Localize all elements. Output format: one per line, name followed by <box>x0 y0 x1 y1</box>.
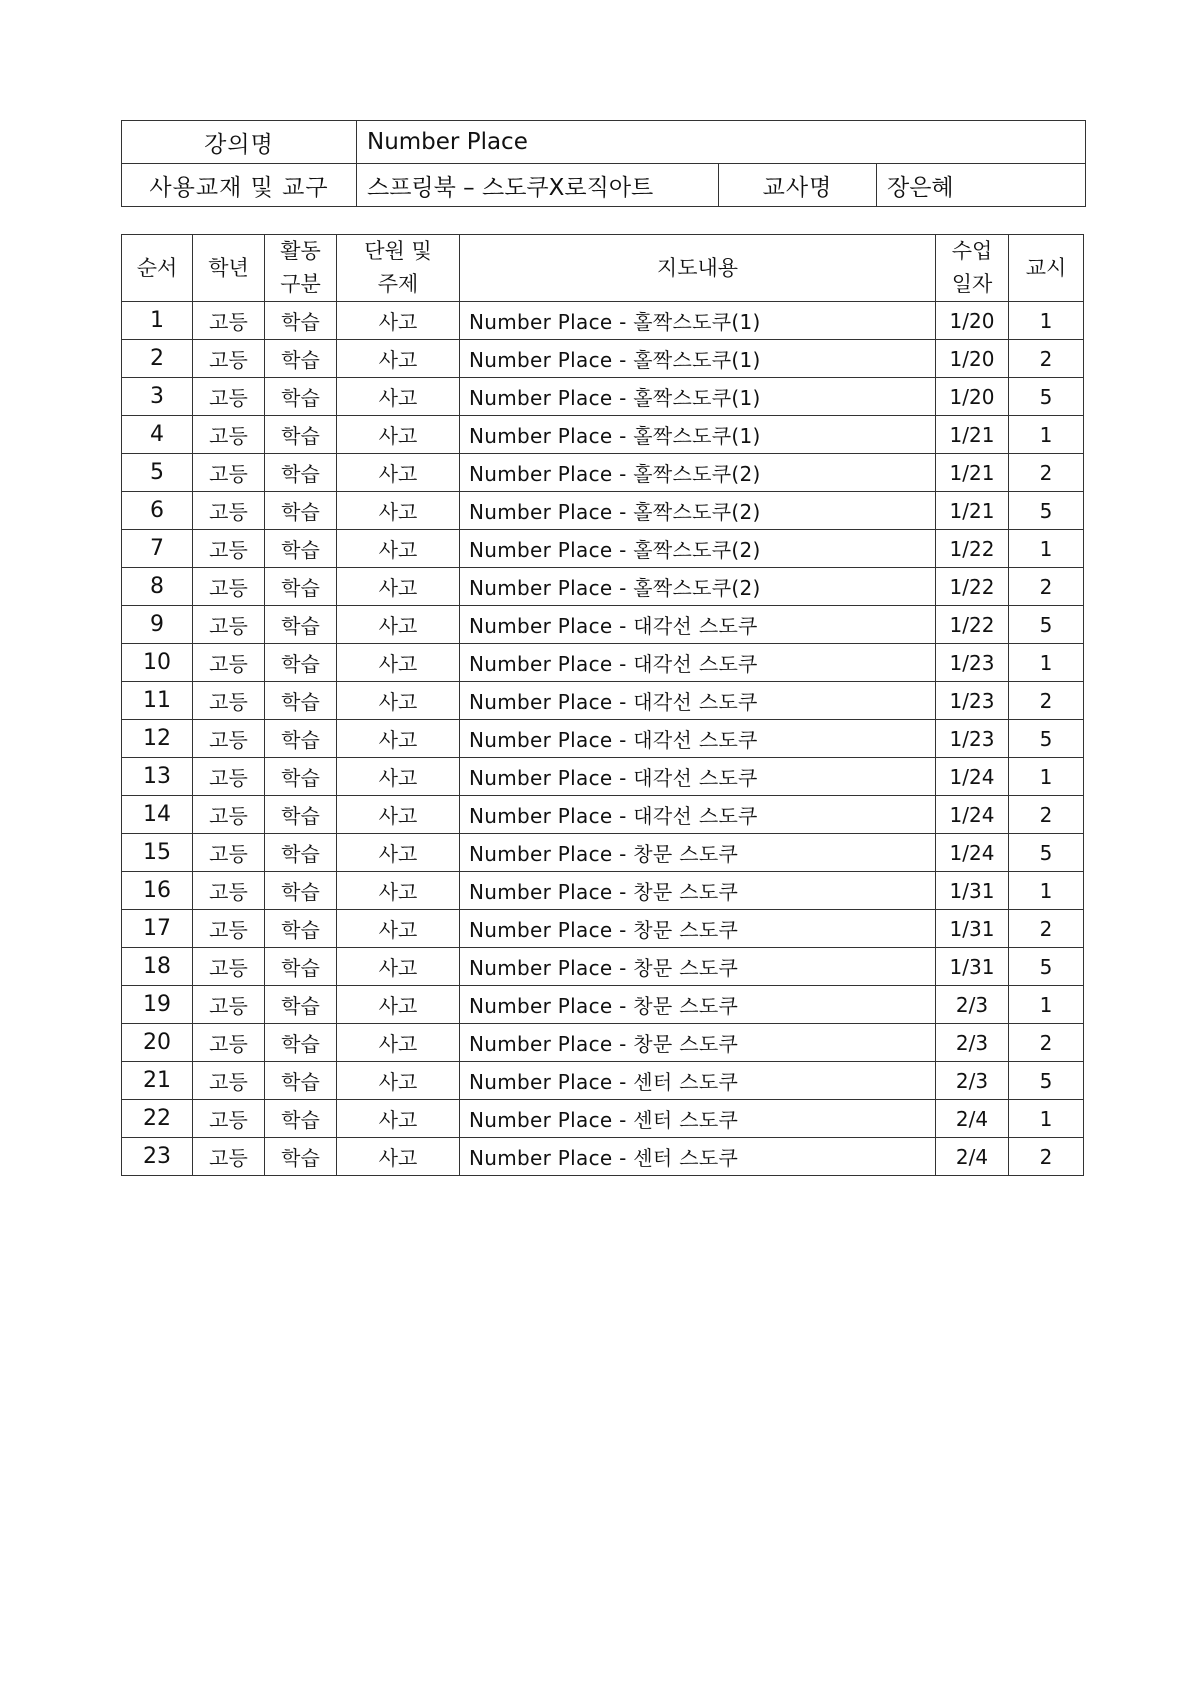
row-period: 5 <box>1009 1062 1084 1100</box>
header-unit-line2: 주제 <box>377 272 419 296</box>
header-activity-line1: 활동 <box>280 239 321 263</box>
row-unit: 사고 <box>337 834 460 872</box>
row-unit: 사고 <box>337 416 460 454</box>
row-order: 12 <box>122 720 193 758</box>
row-unit: 사고 <box>337 796 460 834</box>
row-grade: 고등 <box>193 1138 265 1176</box>
table-row <box>122 644 1084 682</box>
row-order: 2 <box>122 340 193 378</box>
row-grade: 고등 <box>193 302 265 340</box>
row-period: 1 <box>1009 872 1084 910</box>
row-content: Number Place - 홀짝스도쿠(2) <box>460 530 936 568</box>
table-row <box>122 454 1084 492</box>
row-content: Number Place - 홀짝스도쿠(2) <box>460 568 936 606</box>
row-period: 2 <box>1009 454 1084 492</box>
table-row <box>122 1138 1084 1176</box>
table-row <box>122 530 1084 568</box>
row-period: 1 <box>1009 644 1084 682</box>
row-unit: 사고 <box>337 530 460 568</box>
row-grade: 고등 <box>193 606 265 644</box>
row-grade: 고등 <box>193 492 265 530</box>
row-period: 5 <box>1009 378 1084 416</box>
row-unit: 사고 <box>337 682 460 720</box>
row-order: 4 <box>122 416 193 454</box>
row-activity: 학습 <box>265 302 337 340</box>
row-order: 19 <box>122 986 193 1024</box>
row-order: 15 <box>122 834 193 872</box>
row-content: Number Place - 센터 스도쿠 <box>460 1138 936 1176</box>
table-row <box>122 948 1084 986</box>
row-content: Number Place - 창문 스도쿠 <box>460 834 936 872</box>
row-unit: 사고 <box>337 986 460 1024</box>
row-unit: 사고 <box>337 758 460 796</box>
row-date: 2/4 <box>936 1100 1009 1138</box>
row-date: 2/3 <box>936 986 1009 1024</box>
row-unit: 사고 <box>337 568 460 606</box>
header-date <box>936 235 1009 302</box>
material-row <box>122 164 1086 207</box>
row-content: Number Place - 창문 스도쿠 <box>460 872 936 910</box>
row-activity: 학습 <box>265 606 337 644</box>
row-content: Number Place - 홀짝스도쿠(2) <box>460 454 936 492</box>
row-content: Number Place - 대각선 스도쿠 <box>460 606 936 644</box>
row-grade: 고등 <box>193 530 265 568</box>
row-date: 1/22 <box>936 530 1009 568</box>
row-content: Number Place - 대각선 스도쿠 <box>460 796 936 834</box>
teacher-value: 장은혜 <box>877 164 1086 207</box>
row-date: 1/20 <box>936 378 1009 416</box>
row-activity: 학습 <box>265 340 337 378</box>
table-row <box>122 568 1084 606</box>
header-order: 순서 <box>122 235 193 302</box>
row-unit: 사고 <box>337 1100 460 1138</box>
lecture-info-table <box>121 120 1086 207</box>
row-unit: 사고 <box>337 872 460 910</box>
row-date: 1/20 <box>936 302 1009 340</box>
header-date-line1: 수업 <box>951 239 993 263</box>
teacher-label: 교사명 <box>719 164 877 207</box>
row-grade: 고등 <box>193 986 265 1024</box>
row-content: Number Place - 창문 스도쿠 <box>460 910 936 948</box>
row-date: 1/23 <box>936 644 1009 682</box>
table-row <box>122 986 1084 1024</box>
row-unit: 사고 <box>337 1062 460 1100</box>
table-row <box>122 910 1084 948</box>
table-row <box>122 1062 1084 1100</box>
row-content: Number Place - 대각선 스도쿠 <box>460 644 936 682</box>
row-activity: 학습 <box>265 1138 337 1176</box>
row-unit: 사고 <box>337 454 460 492</box>
row-period: 1 <box>1009 302 1084 340</box>
row-activity: 학습 <box>265 378 337 416</box>
table-row <box>122 834 1084 872</box>
row-unit: 사고 <box>337 606 460 644</box>
row-order: 3 <box>122 378 193 416</box>
row-content: Number Place - 홀짝스도쿠(1) <box>460 378 936 416</box>
row-content: Number Place - 창문 스도쿠 <box>460 1024 936 1062</box>
row-period: 1 <box>1009 416 1084 454</box>
row-period: 2 <box>1009 796 1084 834</box>
header-grade: 학년 <box>193 235 265 302</box>
row-period: 1 <box>1009 758 1084 796</box>
row-period: 5 <box>1009 720 1084 758</box>
row-activity: 학습 <box>265 492 337 530</box>
material-value: 스프링북 – 스도쿠X로직아트 <box>357 164 719 207</box>
header-unit-line1: 단원 및 <box>364 239 432 263</box>
table-row <box>122 1100 1084 1138</box>
row-date: 1/24 <box>936 834 1009 872</box>
row-grade: 고등 <box>193 682 265 720</box>
row-date: 1/21 <box>936 492 1009 530</box>
row-activity: 학습 <box>265 720 337 758</box>
row-content: Number Place - 홀짝스도쿠(1) <box>460 340 936 378</box>
row-grade: 고등 <box>193 378 265 416</box>
row-content: Number Place - 센터 스도쿠 <box>460 1100 936 1138</box>
table-row <box>122 720 1084 758</box>
row-unit: 사고 <box>337 644 460 682</box>
row-period: 2 <box>1009 910 1084 948</box>
row-activity: 학습 <box>265 834 337 872</box>
lecture-label: 강의명 <box>122 121 357 164</box>
row-period: 5 <box>1009 834 1084 872</box>
row-period: 2 <box>1009 682 1084 720</box>
row-grade: 고등 <box>193 568 265 606</box>
row-content: Number Place - 창문 스도쿠 <box>460 948 936 986</box>
row-activity: 학습 <box>265 682 337 720</box>
row-date: 1/31 <box>936 948 1009 986</box>
row-activity: 학습 <box>265 1100 337 1138</box>
row-content: Number Place - 대각선 스도쿠 <box>460 720 936 758</box>
row-order: 8 <box>122 568 193 606</box>
row-unit: 사고 <box>337 1138 460 1176</box>
row-date: 1/23 <box>936 720 1009 758</box>
row-grade: 고등 <box>193 340 265 378</box>
row-date: 1/24 <box>936 758 1009 796</box>
row-content: Number Place - 대각선 스도쿠 <box>460 758 936 796</box>
row-order: 20 <box>122 1024 193 1062</box>
row-period: 5 <box>1009 492 1084 530</box>
row-activity: 학습 <box>265 1062 337 1100</box>
row-order: 5 <box>122 454 193 492</box>
row-grade: 고등 <box>193 796 265 834</box>
lecture-row <box>122 121 1086 164</box>
table-row <box>122 872 1084 910</box>
row-order: 7 <box>122 530 193 568</box>
table-row <box>122 492 1084 530</box>
row-period: 5 <box>1009 606 1084 644</box>
row-date: 2/3 <box>936 1024 1009 1062</box>
row-order: 6 <box>122 492 193 530</box>
table-row <box>122 796 1084 834</box>
row-order: 10 <box>122 644 193 682</box>
row-date: 1/20 <box>936 340 1009 378</box>
row-period: 2 <box>1009 568 1084 606</box>
row-unit: 사고 <box>337 302 460 340</box>
row-activity: 학습 <box>265 796 337 834</box>
row-activity: 학습 <box>265 530 337 568</box>
row-activity: 학습 <box>265 1024 337 1062</box>
table-row <box>122 302 1084 340</box>
row-grade: 고등 <box>193 1062 265 1100</box>
row-activity: 학습 <box>265 948 337 986</box>
header-date-line2: 일자 <box>951 272 993 296</box>
row-unit: 사고 <box>337 378 460 416</box>
row-grade: 고등 <box>193 454 265 492</box>
table-row <box>122 340 1084 378</box>
table-row <box>122 682 1084 720</box>
row-grade: 고등 <box>193 644 265 682</box>
schedule-header-row <box>122 235 1084 302</box>
row-period: 1 <box>1009 986 1084 1024</box>
row-period: 1 <box>1009 1100 1084 1138</box>
row-date: 1/22 <box>936 606 1009 644</box>
row-period: 2 <box>1009 1138 1084 1176</box>
row-date: 1/22 <box>936 568 1009 606</box>
material-label: 사용교재 및 교구 <box>122 164 357 207</box>
row-content: Number Place - 센터 스도쿠 <box>460 1062 936 1100</box>
row-unit: 사고 <box>337 720 460 758</box>
row-period: 2 <box>1009 1024 1084 1062</box>
row-date: 1/31 <box>936 872 1009 910</box>
row-order: 14 <box>122 796 193 834</box>
row-unit: 사고 <box>337 948 460 986</box>
row-grade: 고등 <box>193 948 265 986</box>
schedule-body <box>122 302 1084 1176</box>
row-content: Number Place - 창문 스도쿠 <box>460 986 936 1024</box>
row-content: Number Place - 홀짝스도쿠(2) <box>460 492 936 530</box>
table-row <box>122 758 1084 796</box>
row-date: 1/23 <box>936 682 1009 720</box>
row-date: 1/21 <box>936 416 1009 454</box>
header-unit <box>337 235 460 302</box>
row-order: 21 <box>122 1062 193 1100</box>
header-period: 교시 <box>1009 235 1084 302</box>
header-content: 지도내용 <box>460 235 936 302</box>
row-grade: 고등 <box>193 910 265 948</box>
row-order: 23 <box>122 1138 193 1176</box>
row-order: 1 <box>122 302 193 340</box>
header-activity-line2: 구분 <box>280 272 321 296</box>
row-order: 13 <box>122 758 193 796</box>
row-activity: 학습 <box>265 416 337 454</box>
row-grade: 고등 <box>193 720 265 758</box>
row-activity: 학습 <box>265 758 337 796</box>
row-order: 17 <box>122 910 193 948</box>
row-unit: 사고 <box>337 1024 460 1062</box>
row-unit: 사고 <box>337 910 460 948</box>
row-activity: 학습 <box>265 454 337 492</box>
row-content: Number Place - 대각선 스도쿠 <box>460 682 936 720</box>
row-grade: 고등 <box>193 834 265 872</box>
row-order: 16 <box>122 872 193 910</box>
row-date: 2/3 <box>936 1062 1009 1100</box>
table-row <box>122 378 1084 416</box>
table-row <box>122 606 1084 644</box>
row-date: 1/21 <box>936 454 1009 492</box>
row-activity: 학습 <box>265 986 337 1024</box>
row-grade: 고등 <box>193 416 265 454</box>
row-date: 1/24 <box>936 796 1009 834</box>
table-row <box>122 416 1084 454</box>
row-order: 11 <box>122 682 193 720</box>
row-order: 22 <box>122 1100 193 1138</box>
row-grade: 고등 <box>193 1100 265 1138</box>
row-grade: 고등 <box>193 758 265 796</box>
row-period: 1 <box>1009 530 1084 568</box>
table-row <box>122 1024 1084 1062</box>
schedule-table <box>121 234 1084 1176</box>
row-activity: 학습 <box>265 568 337 606</box>
row-period: 5 <box>1009 948 1084 986</box>
row-grade: 고등 <box>193 872 265 910</box>
row-content: Number Place - 홀짝스도쿠(1) <box>460 416 936 454</box>
lecture-value: Number Place <box>357 121 1086 164</box>
row-date: 2/4 <box>936 1138 1009 1176</box>
row-order: 9 <box>122 606 193 644</box>
row-date: 1/31 <box>936 910 1009 948</box>
row-grade: 고등 <box>193 1024 265 1062</box>
row-activity: 학습 <box>265 644 337 682</box>
row-content: Number Place - 홀짝스도쿠(1) <box>460 302 936 340</box>
row-unit: 사고 <box>337 492 460 530</box>
row-activity: 학습 <box>265 872 337 910</box>
header-activity <box>265 235 337 302</box>
row-unit: 사고 <box>337 340 460 378</box>
row-activity: 학습 <box>265 910 337 948</box>
row-period: 2 <box>1009 340 1084 378</box>
row-order: 18 <box>122 948 193 986</box>
